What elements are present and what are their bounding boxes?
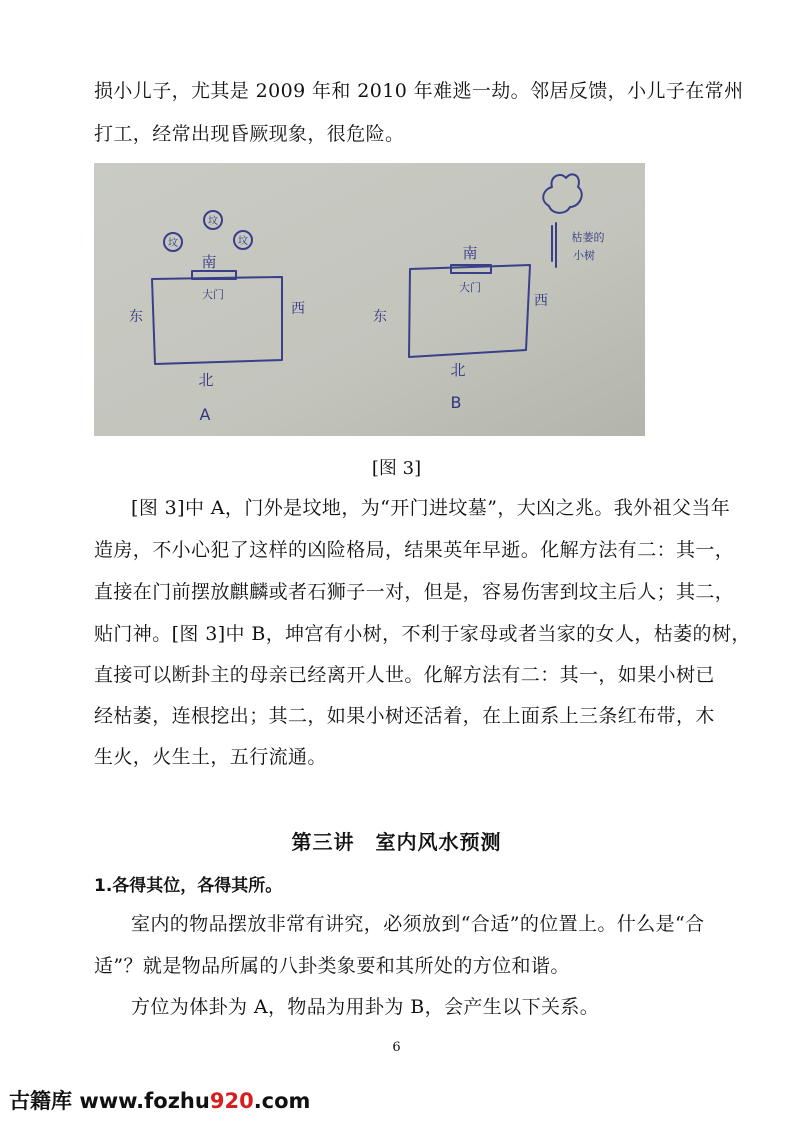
sketch-b-north: 北	[450, 361, 466, 379]
sketch-drawing	[94, 163, 645, 436]
sketch-a-door-label: 大门	[202, 288, 224, 301]
sketch-b-east: 东	[373, 309, 387, 325]
body-text-line: 直接在门前摆放麒麟或者石狮子一对，但是，容易伤害到坟主后人；其二，	[94, 581, 735, 603]
body-text-line: 生火，火生土，五行流通。	[94, 746, 327, 768]
page-number: 6	[392, 1040, 401, 1055]
body-text-line: 适”？就是物品所属的八卦类象要和其所处的方位和谐。	[94, 955, 570, 977]
body-text-line: 损小儿子，尤其是 2009 年和 2010 年难逃一劫。邻居反馈，小儿子在常州	[94, 80, 744, 102]
grave-label: 坟	[238, 236, 248, 247]
sketch-b-west: 西	[534, 293, 548, 309]
sketch-a-west: 西	[291, 301, 305, 317]
footer-watermark	[9, 1085, 310, 1115]
grave-label: 坟	[168, 238, 178, 249]
figure-caption: [图 3]	[371, 458, 422, 479]
sketch-b-door-label: 大门	[459, 281, 481, 294]
sketch-a-label: A	[199, 405, 211, 424]
body-text-line: 贴门神。[图 3]中 B，坤宫有小树，不利于家母或者当家的女人，枯萎的树，	[94, 623, 751, 645]
figure-photo	[94, 163, 645, 436]
body-text-line: [图 3]中 A，门外是坟地，为“开门进坟墓”，大凶之兆。我外祖父当年	[131, 497, 731, 519]
footer-url: www.fozhu920.com	[79, 1089, 311, 1113]
grave-label: 坟	[208, 216, 218, 227]
body-text-line: 打工，经常出现昏厥现象，很危险。	[94, 123, 405, 145]
body-text-line: 室内的物品摆放非常有讲究，必须放到“合适”的位置上。什么是“合	[131, 913, 705, 935]
body-text-line: 直接可以断卦主的母亲已经离开人世。化解方法有二：其一，如果小树已	[94, 664, 715, 686]
sketch-a-east: 东	[129, 309, 143, 325]
tree-note: 枯萎的	[571, 231, 605, 244]
subheading: 1.各得其位，各得其所。	[94, 876, 283, 896]
sketch-a-south: 南	[201, 253, 217, 271]
body-text-line: 方位为体卦为 A，物品为用卦为 B，会产生以下关系。	[131, 996, 600, 1018]
sketch-a-north: 北	[198, 371, 214, 389]
body-text-line: 经枯萎，连根挖出；其二，如果小树还活着，在上面系上三条红布带，木	[94, 705, 715, 727]
sketch-b-south: 南	[462, 244, 478, 262]
tree-note: 小树	[573, 249, 595, 262]
sketch-b-label: B	[450, 393, 462, 412]
footer-site-name: 古籍库	[9, 1089, 72, 1113]
section-title: 第三讲 室内风水预测	[291, 830, 502, 854]
body-text-line: 造房，不小心犯了这样的凶险格局，结果英年早逝。化解方法有二：其一，	[94, 539, 735, 561]
